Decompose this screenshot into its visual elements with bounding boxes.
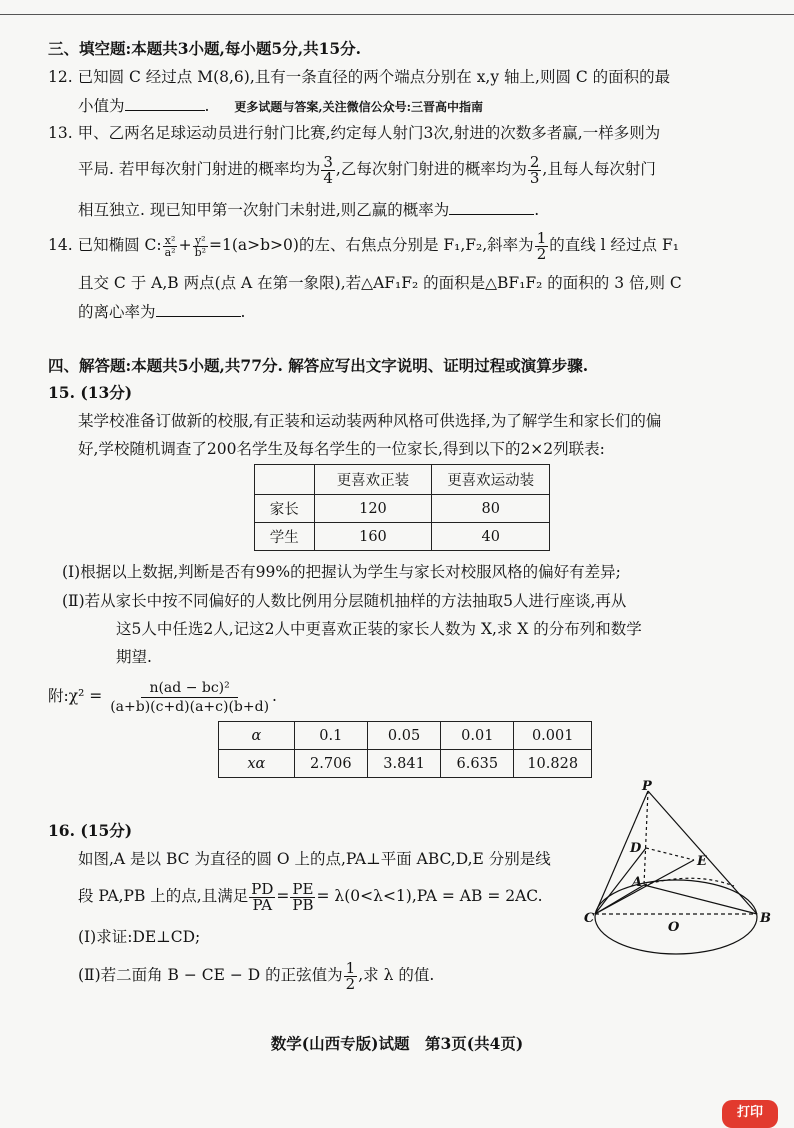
table-cell xyxy=(255,465,315,495)
geometry-figure xyxy=(584,776,774,966)
base-circle xyxy=(595,880,757,954)
q13-line3 xyxy=(78,198,539,221)
q16-part2-text-b: ,求 λ 的值. xyxy=(358,966,435,984)
q12-text: 小值为 xyxy=(78,97,125,115)
q14-period: . xyxy=(240,303,246,321)
table-cell: 10.828 xyxy=(514,750,592,778)
q16-text-a: 段 PA,PB 上的点,且满足 xyxy=(78,887,249,905)
formula-prefix: 附:χ² = xyxy=(48,687,103,705)
table-row xyxy=(255,495,550,523)
table-row xyxy=(255,523,550,551)
q16-part1: (Ⅰ)求证:DE⊥CD; xyxy=(78,928,201,946)
q16-title: 16. (15分) xyxy=(48,821,133,840)
q13-text-b: ,乙每次射门射进的概率均为 xyxy=(335,160,527,178)
q14-text-b: =1(a>b>0)的左、右焦点分别是 F₁,F₂,斜率为 xyxy=(209,236,534,254)
q14-line2: 且交 C 于 A,B 两点(点 A 在第一象限),若△AF₁F₂ 的面积是△BF₁F₂ 的面积的 3 倍,则 C xyxy=(78,274,682,292)
q15-part2-line2: 这5人中任选2人,记这2人中更喜欢正装的家长人数为 X,求 X 的分布列和数学 xyxy=(116,620,642,638)
label-b: B xyxy=(760,911,771,926)
section4-heading: 四、解答题:本题共5小题,共77分. 解答应写出文字说明、证明过程或演算步骤. xyxy=(48,356,589,375)
q16-text-b: = λ(0<λ<1),PA = AB = 2AC. xyxy=(316,887,543,905)
q13-period: . xyxy=(534,201,540,219)
q15-part2-line3: 期望. xyxy=(116,648,152,666)
chi-square-formula xyxy=(48,676,277,716)
q15-para2: 好,学校随机调查了200名学生及每名学生的一位家长,得到以下的2×2列联表: xyxy=(78,440,605,458)
table-cell: 2.706 xyxy=(294,750,367,778)
critical-value-table xyxy=(218,721,592,778)
q14-text: 的离心率为 xyxy=(78,303,156,321)
promo-text: 更多试题与答案,关注微信公众号:三晋高中指南 xyxy=(234,100,483,114)
q16-line1: 如图,A 是以 BC 为直径的圆 O 上的点,PA⊥平面 ABC,D,E 分别是线 xyxy=(78,850,551,868)
table-cell: 6.635 xyxy=(441,750,514,778)
fraction-1-2: $\frac{1}{2}$ xyxy=(345,958,356,993)
table-cell: xα xyxy=(219,750,295,778)
q15-part2-line1: (Ⅱ)若从家长中按不同偏好的人数比例用分层随机抽样的方法抽取5人进行座谈,再从 xyxy=(62,592,627,610)
q16-part2-text-a: (Ⅱ)若二面角 B − CE − D 的正弦值为 xyxy=(78,966,343,984)
q13-line1: 13. 甲、乙两名足球运动员进行射门比赛,约定每人射门3次,射进的次数多者赢,一样多则为 xyxy=(48,124,661,142)
label-d: D xyxy=(630,841,642,856)
q14-line3 xyxy=(78,300,245,323)
edge-ab xyxy=(644,885,757,914)
table-cell: 40 xyxy=(432,523,550,551)
fraction-2-3: $\frac{2}{3}$ xyxy=(529,152,540,187)
fraction-pd-pa: $\frac{PD}{PA}$ xyxy=(251,879,274,914)
q15-para1: 某学校准备订做新的校服,有正装和运动装两种风格可供选择,为了解学生和家长们的偏 xyxy=(78,412,662,430)
table-header: 更喜欢正装 xyxy=(314,465,432,495)
q13-text-a: 平局. 若甲每次射门射进的概率均为 xyxy=(78,160,321,178)
q16-part2 xyxy=(78,958,434,992)
label-p: P xyxy=(642,779,652,794)
q16-line2: 段 PA,PB 上的点,且满足 $\frac{PD}{PA}$ = $\frac{PE}{PB}$ = λ(0<λ<1),PA = AB = 2AC. xyxy=(78,879,543,914)
table-header: 更喜欢运动装 xyxy=(432,465,550,495)
label-a: A xyxy=(632,875,643,890)
q14-line1: 14. 已知椭圆 C: $\frac{\text{x²}}{\text{a²}}$ + $\frac{\text{y²}}{\text{b²}}$ =1(a>b>0)的左、右焦点分别是 F₁,F₂,斜率为 $\frac{1}{2}$ 的直线 l 经过点 F₁ xyxy=(48,228,679,263)
answer-blank xyxy=(156,300,241,317)
table-cell: 0.1 xyxy=(294,722,367,750)
table-cell: 0.05 xyxy=(367,722,440,750)
contingency-table xyxy=(254,464,550,551)
table-row xyxy=(219,722,592,750)
formula-fraction: $\frac{\text{n(ad − bc)²}}{(a+b)(c+d)(a+c)(b+d)}$ xyxy=(110,679,270,715)
q13-text: 相互独立. 现已知甲第一次射门未射进,则乙赢的概率为 xyxy=(78,201,450,219)
label-c: C xyxy=(584,911,595,926)
table-cell: 160 xyxy=(314,523,432,551)
top-rule xyxy=(0,14,794,15)
fraction-x2-a2: $\frac{\text{x²}}{\text{a²}}$ xyxy=(164,233,176,259)
table-cell: 0.001 xyxy=(514,722,592,750)
q15-part1: (Ⅰ)根据以上数据,判断是否有99%的把握认为学生与家长对校服风格的偏好有差异; xyxy=(62,563,621,581)
table-cell: 3.841 xyxy=(367,750,440,778)
q12-period: . xyxy=(204,97,210,115)
segment-ce xyxy=(595,860,694,914)
edge-pa xyxy=(644,791,648,885)
table-cell: 0.01 xyxy=(441,722,514,750)
page-footer: 数学(山西专版)试题 第3页(共4页) xyxy=(270,1034,524,1053)
answer-blank xyxy=(125,94,205,111)
q12-line1: 12. 已知圆 C 经过点 M(8,6),且有一条直径的两个端点分别在 x,y 轴上,则圆 C 的面积的最 xyxy=(48,68,671,86)
table-cell: 80 xyxy=(432,495,550,523)
table-cell: 学生 xyxy=(255,523,315,551)
section3-heading: 三、填空题:本题共3小题,每小题5分,共15分. xyxy=(48,39,362,58)
table-row xyxy=(219,750,592,778)
answer-blank xyxy=(449,198,534,215)
table-header-row xyxy=(255,465,550,495)
fraction-1-2: $\frac{1}{2}$ xyxy=(536,228,547,263)
q14-text-c: 的直线 l 经过点 F₁ xyxy=(549,236,679,254)
label-e: E xyxy=(697,854,707,869)
table-cell: α xyxy=(219,722,295,750)
q13-line2 xyxy=(78,152,656,186)
table-cell: 120 xyxy=(314,495,432,523)
formula-period: . xyxy=(272,687,277,705)
q13-text-c: ,且每人每次射门 xyxy=(542,160,656,178)
segment-de xyxy=(646,848,694,860)
table-cell: 家长 xyxy=(255,495,315,523)
print-badge[interactable]: 打印 xyxy=(722,1100,778,1128)
q12-line2 xyxy=(78,94,483,118)
fraction-y2-b2: $\frac{\text{y²}}{\text{b²}}$ xyxy=(194,233,207,259)
label-o: O xyxy=(668,920,680,935)
fraction-pe-pb: $\frac{PE}{PB}$ xyxy=(292,879,314,914)
q15-title: 15. (13分) xyxy=(48,383,133,402)
fraction-3-4: $\frac{3}{4}$ xyxy=(323,152,333,187)
q14-text-a: 14. 已知椭圆 C: xyxy=(48,236,162,254)
